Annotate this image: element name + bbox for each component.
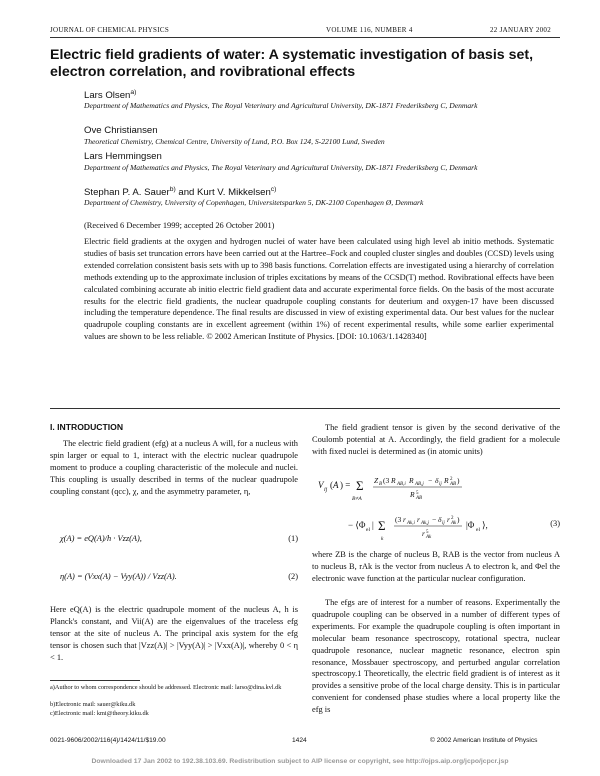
paper-title: Electric field gradients of water: A systematic investigation of basis set, electron correlation, and rovibrational effects (50, 47, 534, 80)
equation-2 (60, 572, 298, 581)
footer-issn: 0021-9606/2002/116(4)/1424/11/$19.00 (50, 737, 166, 744)
equation-3 (318, 470, 560, 542)
svg-text:Σ: Σ (378, 518, 386, 533)
svg-text:k: k (381, 536, 384, 542)
svg-text:A: A (333, 480, 339, 490)
svg-text:|: | (372, 520, 374, 530)
footnote-b: b)Electronic mail: sauer@kiku.dk (50, 701, 136, 708)
svg-text:ij: ij (439, 482, 442, 487)
svg-text:AB,i: AB,i (397, 482, 406, 487)
svg-text:5: 5 (416, 491, 419, 496)
intro-paragraph-2: Here eQ(A) is the electric quadrupole moment of the nucleus A, h is Planck's constant, and Vii(A) are the eigenvalues of the traceless efg tensor at the site of nucleus A. The principal axis system for the efg tensor is chosen such that |Vzz(A)| > |Vyy(A)| > |Vxx(A)|, whereby 0 < η < 1. (50, 605, 298, 662)
svg-text:ij: ij (324, 487, 328, 493)
svg-text:Ak: Ak (426, 535, 432, 540)
svg-text:2: 2 (450, 477, 453, 482)
author-2 (84, 125, 158, 136)
svg-text:2: 2 (451, 516, 454, 521)
author-mark: a) (130, 89, 137, 96)
equation-2-text: η(A) = (Vxx(A) − Vyy(A)) / Vzz(A). (60, 572, 177, 581)
footnote-rule (50, 680, 140, 681)
affiliation-1: Department of Mathematics and Physics, The Royal Veterinary and Agricultural University, DK-1871 Frederiksberg C, Denmark (84, 101, 478, 110)
svg-text:− ⟨Φ: − ⟨Φ (348, 520, 366, 530)
header-rule (50, 37, 560, 38)
section-heading: I. INTRODUCTION (50, 422, 124, 432)
right-paragraph-3: The efgs are of interest for a number of reasons. Experimentally the quadrupole coupling can be observed in a number of different types of experiments. For example the quadrupole coupling is often important in molecular beam resonance spectroscopy, rotational spectra, nuclear quadrupole resonance, nuclear magnetic resonance, electron spin resonance, Mossbauer spectroscopy, and perturbed angular correlation spectroscopy.1 Theoretically, the electric field gradient is of interest as it provides a sensitive probe of the local charge density. This is in particular convenient for condensed phase studies where a local property like the efg is (312, 598, 560, 715)
svg-text:el: el (366, 527, 370, 533)
abstract-rule (50, 408, 560, 409)
footer-copyright: © 2002 American Institute of Physics (430, 737, 538, 744)
svg-text:R: R (391, 476, 396, 485)
svg-text:r: r (422, 529, 425, 538)
author-name: Lars Olsen (84, 90, 131, 102)
equation-1 (60, 534, 298, 543)
svg-text:B≠A: B≠A (352, 496, 362, 502)
volume-number: VOLUME 116, NUMBER 4 (326, 26, 413, 34)
svg-text:Σ: Σ (356, 478, 364, 493)
svg-text:r: r (447, 515, 450, 524)
svg-text:R: R (444, 476, 449, 485)
svg-text:V: V (318, 480, 324, 490)
svg-text:δ: δ (438, 515, 442, 524)
equation-1-number: (1) (288, 534, 298, 543)
affiliation-4: Department of Chemistry, University of Copenhagen, Universitetsparken 5, DK-2100 Copenhagen Ø, Denmark (84, 198, 424, 207)
affiliation-3: Department of Mathematics and Physics, The Royal Veterinary and Agricultural University, DK-1871 Frederiksberg C, Denmark (84, 163, 478, 172)
svg-text:5: 5 (426, 530, 429, 535)
svg-text:AB: AB (450, 482, 457, 487)
svg-text:el: el (476, 527, 480, 533)
author-name: and Kurt V. Mikkelsen (175, 187, 271, 199)
footnote-a: a)Author to whom correspondence should be addressed. Electronic mail: larso@dina.kvl.dk (50, 684, 282, 691)
abstract: Electric field gradients at the oxygen and hydrogen nuclei of water have been calculated using high level ab initio methods. Systematic studies of basis set truncation errors have been carried out at the Hartree–Fock and coupled cluster singles and doubles (CCSD) levels using extended correlation consistent basis sets with up to 398 basis functions. Correlation effects are investigated using a hierarchy of correlation methods extending up to the approximate inclusion of triples excitations by means of the CCSD(T) method. Rovibrational effects have been calculated combining accurate ab initio electric field gradient data and accurate experimental force fields. On the basis of the most accurate results for the electric field gradients, the nuclear quadrupole coupling constants for deuterium and oxygen-17 have been discussed including the temperature dependence. The final results are discussed in view of existing experimental data. Our best values for the nuclear quadrupole coupling constants are in excellent agreement (within 1%) of recent experimental results, while some earlier experimental values are shown to be less reliable. © 2002 American Institute of Physics. [DOI: 10.1063/1.1428340] (84, 237, 554, 342)
svg-text:Ak,i: Ak,i (407, 521, 415, 526)
author-mark: c) (270, 186, 277, 193)
author-name: Ove Christiansen (84, 125, 158, 136)
svg-text:−: − (432, 515, 437, 524)
author-name: Stephan P. A. Sauer (84, 187, 170, 199)
svg-text:ij: ij (442, 521, 445, 526)
svg-text:Ak: Ak (451, 521, 457, 526)
svg-text:R: R (410, 490, 415, 499)
svg-text:(: ( (330, 480, 333, 490)
page-number: 1424 (292, 737, 307, 744)
intro-paragraph-1: The electric field gradient (efg) at a nucleus A will, for a nucleus with spin larger or equal to 1, interact with the electric nuclear quadrupole moment to produce a coupling characteristic of the molecule and nuclei. This coupling is usually described in terms of the nuclear quadrupole coupling constant (qcc), χ, and the asymmetry parameter, η, (50, 439, 298, 496)
equation-2-number: (2) (288, 572, 298, 581)
author-4 (84, 186, 276, 198)
svg-text:R: R (409, 476, 414, 485)
svg-text:Ak,j: Ak,j (421, 521, 429, 526)
svg-text:Z: Z (374, 476, 379, 485)
svg-text:): ) (457, 476, 460, 485)
svg-text:−: − (428, 476, 433, 485)
right-paragraph-2: where ZB is the charge of nucleus B, RAB is the vector from nucleus A to nucleus B, rAk is the vector from nucleus A to electron k, and Φel the electronic wave function at the particular nuclear configuration. (312, 550, 560, 583)
received-dates: (Received 6 December 1999; accepted 26 October 2001) (84, 221, 275, 230)
svg-text:B: B (379, 482, 383, 487)
svg-text:AB: AB (416, 496, 423, 501)
svg-text:): ) (457, 515, 460, 524)
right-paragraph-1: The field gradient tensor is given by the second derivative of the Coulomb potential at A. Accordingly, the field gradient for a molecule with fixed nuclei is determined as (in atomic units) (312, 423, 560, 456)
download-notice: Downloaded 17 Jan 2002 to 192.38.103.69. Redistribution subject to AIP license or copyright, see http://ojps.aip.org/jcpo/jcpcr.jsp (91, 758, 509, 765)
svg-text:|Φ: |Φ (466, 520, 475, 530)
equation-1-text: χ(A) = eQ(A)/h · Vzz(A), (60, 534, 142, 543)
equation-3-graphic (318, 470, 560, 542)
footnote-c: c)Electronic mail: kmi@theory.kiku.dk (50, 710, 149, 717)
author-name: Lars Hemmingsen (84, 151, 162, 162)
svg-text:(3: (3 (383, 476, 390, 485)
author-3 (84, 151, 162, 162)
author-1 (84, 89, 136, 101)
svg-text:r: r (417, 515, 420, 524)
svg-text:AB,j: AB,j (415, 482, 424, 487)
journal-name: JOURNAL OF CHEMICAL PHYSICS (50, 26, 170, 34)
author-mark: b) (169, 186, 176, 193)
svg-text:(3: (3 (395, 515, 402, 524)
svg-text:r: r (403, 515, 406, 524)
svg-text:) =: ) = (340, 480, 351, 490)
svg-text:δ: δ (435, 476, 439, 485)
svg-text:⟩,: ⟩, (482, 520, 488, 530)
equation-3-number: (3) (550, 519, 560, 528)
affiliation-2: Theoretical Chemistry, Chemical Centre, University of Lund, P.O. Box 124, S-22100 Lund, Sweden (84, 137, 385, 146)
issue-date: 22 JANUARY 2002 (490, 26, 552, 34)
